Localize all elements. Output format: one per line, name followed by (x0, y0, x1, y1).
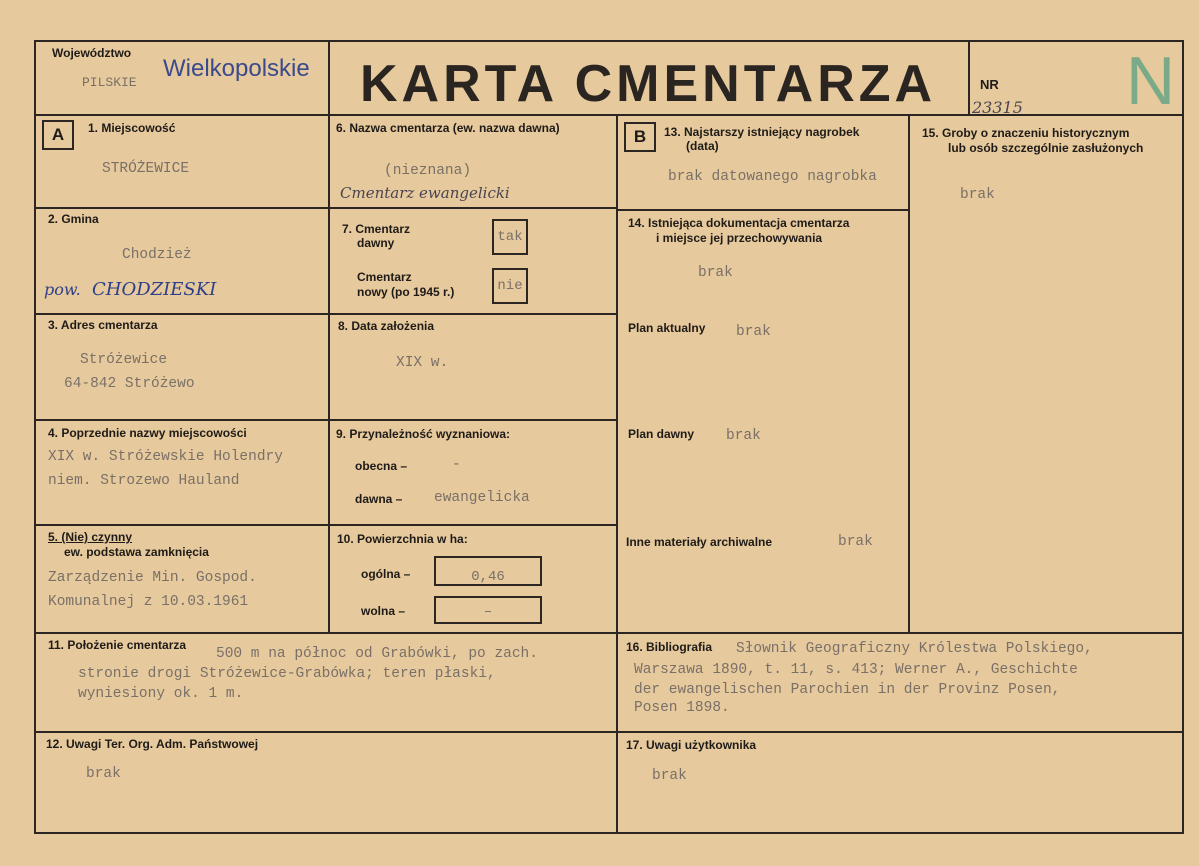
field-5-sublabel: ew. podstawa zamknięcia (64, 545, 209, 559)
rule-row4 (34, 524, 618, 526)
field-9-label: 9. Przynależność wyznaniowa: (336, 427, 511, 441)
field-11-label: 11. Położenie cmentarza (48, 638, 187, 652)
section-b-marker: B (624, 122, 656, 152)
field-5-line1: Zarządzenie Min. Gospod. (48, 570, 257, 586)
field-5-label: 5. (Nie) czynny (48, 530, 133, 544)
rule-col2 (616, 114, 618, 834)
field-7-nowy-sublabel: nowy (po 1945 r.) (357, 285, 455, 299)
field-11-line1: 500 m na północ od Grabówki, po zach. (216, 646, 538, 662)
field-4-line1: XIX w. Stróżewskie Holendry (48, 449, 283, 465)
field-13-value: brak datowanego nagrobka (668, 169, 877, 185)
field-14-sublabel: i miejsce jej przechowywania (656, 231, 823, 245)
field-16-line4: Posen 1898. (634, 700, 730, 716)
field-14-value: brak (698, 265, 733, 281)
rule-nr (968, 40, 970, 114)
rule-col1 (328, 40, 330, 632)
field-2-label: 2. Gmina (48, 212, 99, 226)
field-4-line2: niem. Strozewo Hauland (48, 473, 240, 489)
field-12-value: brak (86, 766, 121, 782)
nr-value: 23315 (972, 98, 1023, 117)
field-6-value: (nieznana) (384, 163, 472, 179)
field-6-label: 6. Nazwa cmentarza (ew. nazwa dawna) (336, 121, 560, 135)
field-10-ogolna-label: ogólna – (361, 567, 411, 581)
field-7-dawny-label: dawny (357, 236, 395, 250)
plan-aktualny-value: brak (736, 324, 771, 340)
field-7-nowy-label: Cmentarz (357, 270, 412, 284)
field-1-label: 1. Miejscowość (88, 121, 176, 135)
field-4-label: 4. Poprzednie nazwy miejscowości (48, 426, 247, 440)
field-17-value: brak (652, 768, 687, 784)
field-5-line2: Komunalnej z 10.03.1961 (48, 594, 249, 610)
field-7-nowy-box: nie (492, 268, 528, 304)
rule-row1-left (34, 207, 618, 209)
field-2-pow-prefix: pow. (44, 280, 81, 299)
corner-letter: N (1126, 43, 1176, 119)
rule-row5 (34, 632, 1184, 634)
plan-dawny-label: Plan dawny (628, 427, 695, 441)
card-title: KARTA CMENTARZA (360, 55, 937, 113)
field-7-dawny-box: tak (492, 219, 528, 255)
rule-row6 (34, 731, 1184, 733)
field-12-label: 12. Uwagi Ter. Org. Adm. Państwowej (46, 737, 259, 751)
field-6-handwritten: Cmentarz ewangelicki (340, 184, 510, 202)
field-15-value: brak (960, 187, 995, 203)
field-8-value: XIX w. (396, 355, 449, 371)
nr-label: NR (980, 77, 999, 92)
wojewodztwo-label: Województwo (52, 46, 132, 60)
field-17-label: 17. Uwagi użytkownika (626, 738, 757, 752)
field-9-dawna-value: ewangelicka (434, 490, 530, 506)
rule-row2 (34, 313, 618, 315)
wojewodztwo-stamp: Wielkopolskie (163, 55, 310, 82)
rule-col3 (908, 114, 910, 632)
field-10-wolna-label: wolna – (361, 604, 406, 618)
field-10-ogolna-box: 0,46 (434, 556, 542, 586)
field-13-label: 13. Najstarszy istniejący nagrobek (664, 125, 860, 139)
field-10-label: 10. Powierzchnia w ha: (337, 532, 468, 546)
inne-materialy-label: Inne materiały archiwalne (626, 535, 773, 549)
field-15-label: 15. Groby o znaczeniu historycznym (922, 126, 1130, 140)
rule-row3 (34, 419, 618, 421)
field-11-line3: wyniesiony ok. 1 m. (78, 686, 244, 702)
field-8-label: 8. Data założenia (338, 319, 435, 333)
section-a-marker: A (42, 120, 74, 150)
inne-materialy-value: brak (838, 534, 873, 550)
field-10-wolna-box: – (434, 596, 542, 624)
field-16-line2: Warszawa 1890, t. 11, s. 413; Werner A., Geschichte (634, 662, 1078, 678)
field-16-line3: der ewangelischen Parochien in der Provinz Posen, (634, 682, 1061, 698)
rule-row1-mid (618, 209, 910, 211)
field-3-line2: 64-842 Stróżewo (64, 376, 195, 392)
field-9-obecna-value: - (452, 457, 461, 473)
field-2-pow-value: CHODZIESKI (92, 279, 217, 300)
field-14-label: 14. Istniejąca dokumentacja cmentarza (628, 216, 850, 230)
field-9-obecna-label: obecna – (355, 459, 408, 473)
field-3-label: 3. Adres cmentarza (48, 318, 158, 332)
plan-dawny-value: brak (726, 428, 761, 444)
field-7-label: 7. Cmentarz (342, 222, 411, 236)
field-15-sublabel: lub osób szczególnie zasłużonych (948, 141, 1144, 155)
plan-aktualny-label: Plan aktualny (628, 321, 706, 335)
field-3-line1: Stróżewice (80, 352, 168, 368)
field-13-sublabel: (data) (686, 139, 719, 153)
wojewodztwo-typed: PILSKIE (82, 75, 137, 90)
field-9-dawna-label: dawna – (355, 492, 403, 506)
field-1-value: STRÓŻEWICE (102, 161, 190, 177)
field-16-label: 16. Bibliografia (626, 640, 713, 654)
field-11-line2: stronie drogi Stróżewice-Grabówka; teren płaski, (78, 666, 496, 682)
field-2-value: Chodzież (122, 247, 192, 263)
field-16-line1: Słownik Geograficzny Królestwa Polskiego, (736, 641, 1093, 657)
